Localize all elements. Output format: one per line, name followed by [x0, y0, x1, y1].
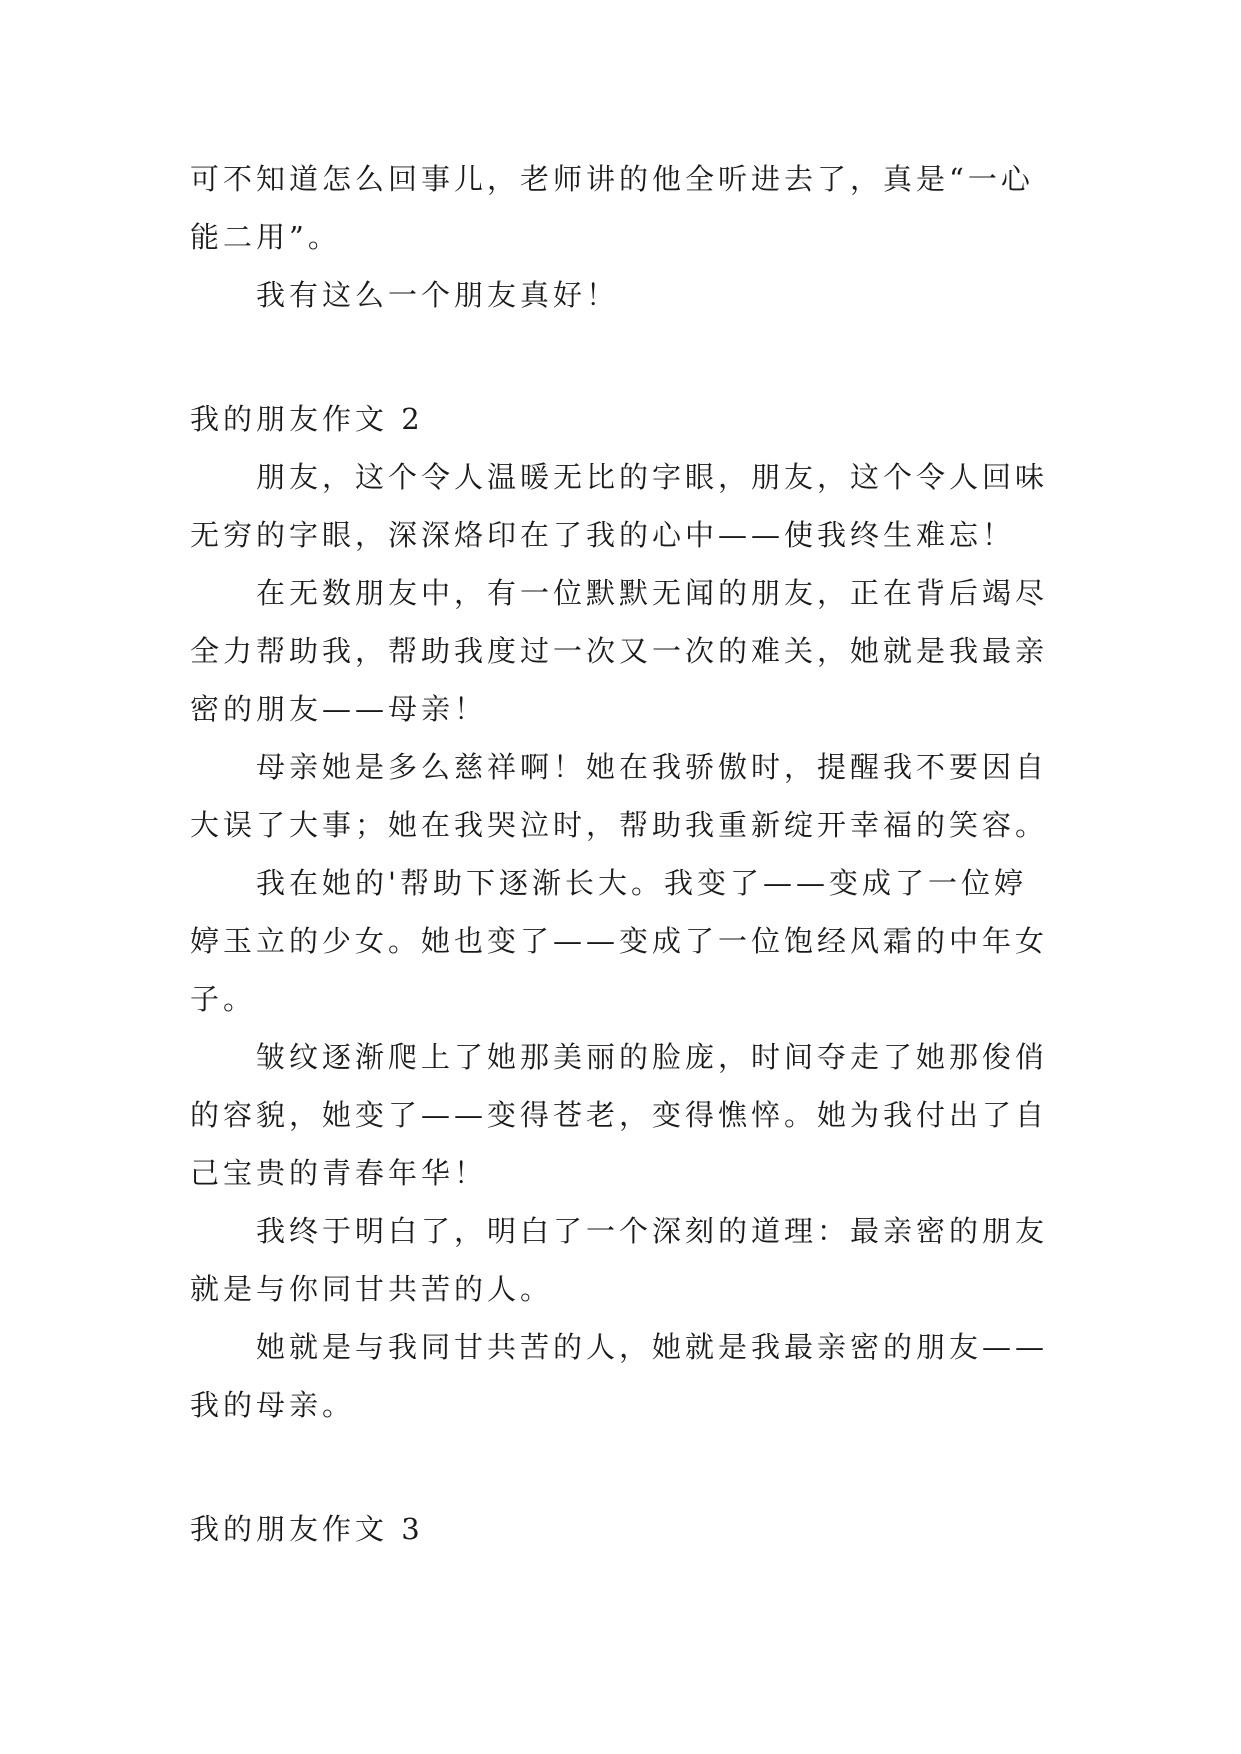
essay-2-paragraph: 在无数朋友中，有一位默默无闻的朋友，正在背后竭尽全力帮助我，帮助我度过一次又一次的难关，她就是我最亲密的朋友——母亲！: [190, 576, 1049, 726]
essay-2-paragraph: 皱纹逐渐爬上了她那美丽的脸庞，时间夺走了她那俊俏的容貌，她变了——变得苍老，变得憔悴。她为我付出了自己宝贵的青春年华！: [190, 1040, 1049, 1190]
essay-1-continuation: 可不知道怎么回事儿，老师讲的他全听进去了，真是“一心能二用”。: [190, 162, 1034, 254]
essay-2-paragraph: 母亲她是多么慈祥啊！她在我骄傲时，提醒我不要因自大误了大事；她在我哭泣时，帮助我重新绽开幸福的笑容。: [190, 750, 1049, 842]
document-body: [190, 150, 1050, 1558]
essay-2-paragraph: 我终于明白了，明白了一个深刻的道理：最亲密的朋友就是与你同甘共苦的人。: [190, 1214, 1049, 1306]
essay-2-paragraph: 她就是与我同甘共苦的人，她就是我最亲密的朋友——我的母亲。: [190, 1330, 1049, 1422]
essay-3-title: 我的朋友作文 3: [190, 1512, 424, 1546]
section-gap: [190, 1434, 1050, 1500]
essay-2-paragraph: 朋友，这个令人温暖无比的字眼，朋友，这个令人回味无穷的字眼，深深烙印在了我的心中——使我终生难忘！: [190, 460, 1049, 552]
essay-2-title: 我的朋友作文 2: [190, 402, 424, 436]
section-gap: [190, 324, 1050, 390]
essay-2-paragraph: 我在她的'帮助下逐渐长大。我变了——变成了一位婷婷玉立的少女。她也变了——变成了一位饱经风霜的中年女子。: [190, 866, 1049, 1016]
essay-1-closing: 我有这么一个朋友真好！: [256, 278, 620, 312]
